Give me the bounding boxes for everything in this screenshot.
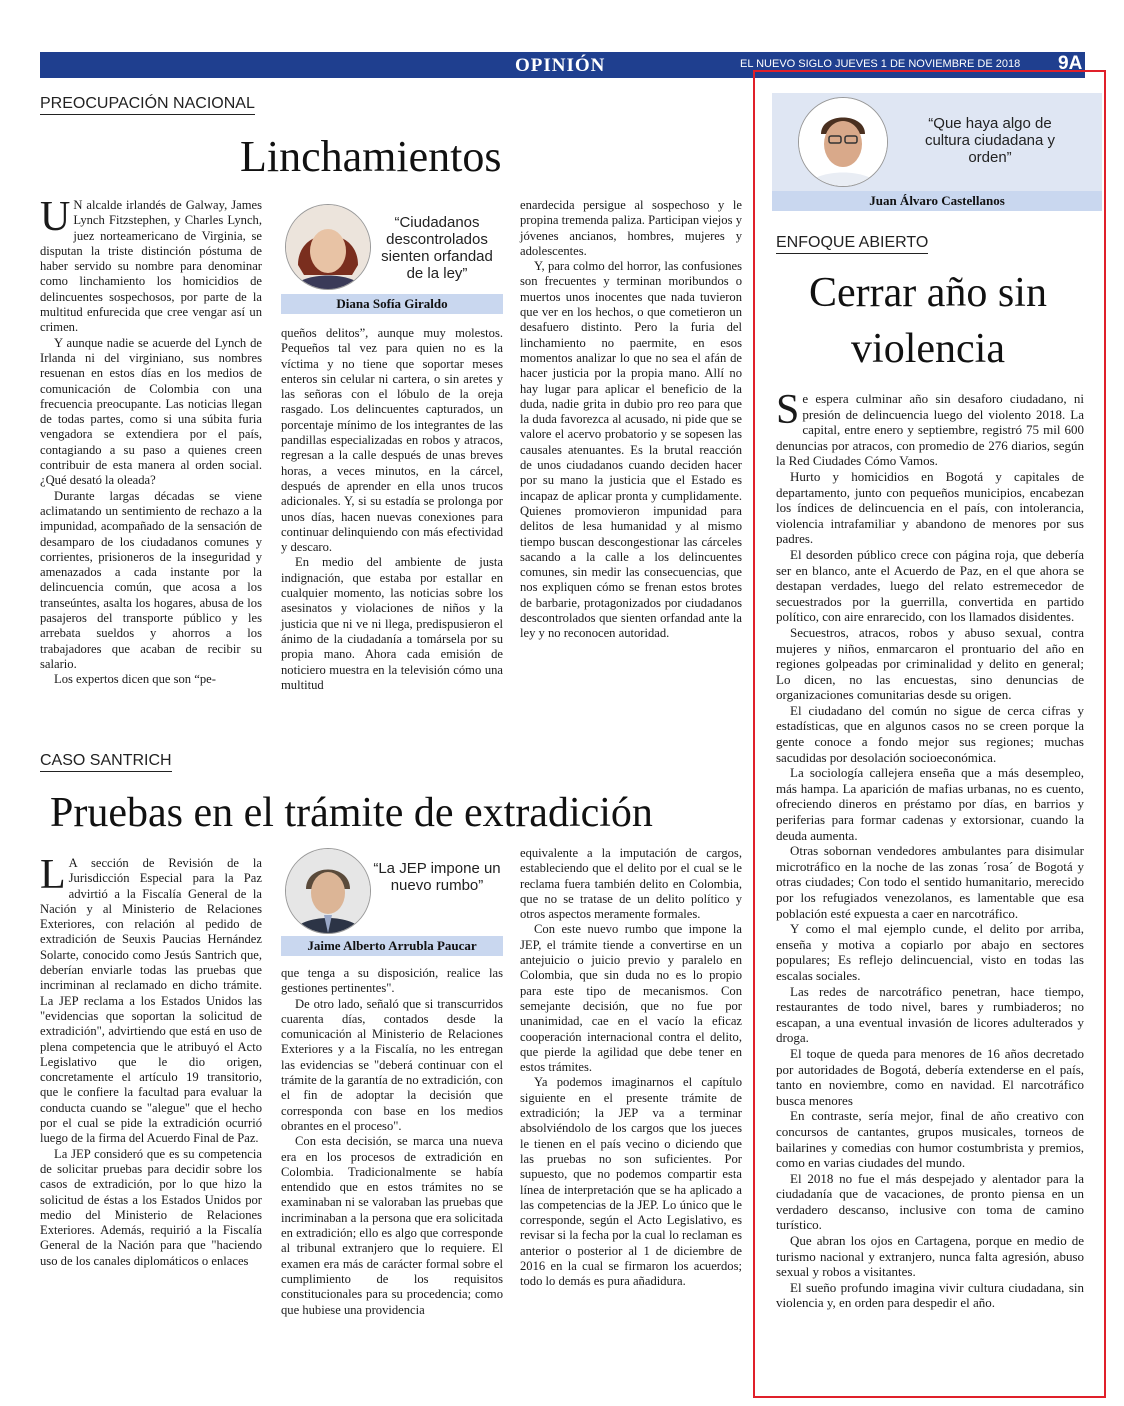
article1-column-2: queños delitos”, aunque muy molestos. Pequeños tal vez para quien no es la víctima y no tiene que soportar meses enteros sin celular ni cartera, o sin aretes y las señoras con el lóbulo de la oreja rasgado. Los delincuentes capturados, un porcentaje mínimo de los integrantes de las pandillas especializadas en robos y atracos, regresan a la calle después de unas breves horas, a veces minutos, en la cárcel, después de aprender en ella unos trucos adicionales. Y, si su estadía se prolonga por unos días, hacen nuevas conexiones para continuar delinquiendo con más efectividad y descaro. En medio del ambiente de justa indignación, que estaba por estallar en cualquier momento, las noticias sobre los asesinatos y violaciones de niños y la justicia que ni ve ni llega, predispusieron el ánimo de la ciudadanía a tomársela por su propia mano. Ahora cada emisión de noticiero muestra en la televisión cómo una multitud [281,326,503,692]
article3-title-line-1: Cerrar año sin [809,270,1047,316]
pull-quote: “Ciudadanos descontrolados sienten orfandad de la ley” [381,214,493,282]
article3-body: Se espera culminar año sin desaforo ciudadano, ni presión de delincuencia luego del violento 2018. La capital, entre enero y septiembre, registró 75 mil 600 denuncias por atracos, con promedio de 276 diarios, según la Red Ciudades Cómo Vamos. Hurto y homicidios en Bogotá y capitales de departamento, junto con pequeños municipios, encabezan los índices de delincuencia en el país, con intolerancia, violencia intrafamiliar y abandono de menores por sus padres. El desorden público crece con página roja, que debería ser en blanco, ante el Acuerdo de Paz, en el que ahora se destapan verdades, luego del relato estremecedor de secuestrados por la guerrilla, convertida en partido político, con aire enrarecido, con los llamados disidentes. Secuestros, atracos, robos y abuso sexual, contra mujeres y niños, enmarcaron el prontuario del año en regiones golpeadas por criminalidad y delito en general; Lo dicen, no las encuestas, sino denuncias de organizaciones comunitarias desde su origen. El ciudadano del común no sigue de cerca cifras y estadísticas, que en algunos casos no se creen porque la gente conoce a fondo mejor sus regiones; muchas sacudidas por desolación socioeconómica. La sociología callejera enseña que a más desempleo, más hampa. La aparición de mafias urbanas, no es cuento, ofreciendo dineros en préstamo por días, en barrios y periferias para formar cadenas y extorsionar, cuando la deuda aumenta. Otras sobornan vendedores ambulantes para disimular microtráfico en la noche de las zonas ´rosa´ de Bogotá y otras ciudades; Con todo el sentido humanitario, merecido por los refugiados venezolanos, es lamentable que esa población esté expuesta a caer en narcotráfico. Y como el mal ejemplo cunde, el delito por arriba, enseña y motiva a copiarlo por abajo en sectores populares; Es reflejo delincuencial, visto en todas las escalas sociales. Las redes de narcotráfico penetran, hace tiempo, restaurantes de todo nivel, bares y rumbiaderos; no escapan, a una eventual invasión de licores adulterados y droga. El toque de queda para menores de 16 años decretado por autoridades de Bogotá, debería extenderse en el país, tanto en noviembre, como en navidad. El narcotráfico busca menores En contraste, sería mejor, final de año creativo con concursos de cantantes, grupos musicales, torneos de bailarines y comedias con humor costumbrista y premios, como en varias ciudades del mundo. El 2018 no fue el más despejado y alentador para la ciudadanía que de vacaciones, de pronto piensa en un verdadero descanso, inclusive con toma de camino turístico. Que abran los ojos en Cartagena, porque en medio de turismo nacional y extranjero, nunca falta agresión, abuso sexual y robos a visitantes. El sueño profundo imagina vivir cultura ciudadana, sin violencia y, en orden para despedir el año. [776,387,1084,1311]
article3-kicker: ENFOQUE ABIERTO [776,234,928,254]
paper-date-line: EL NUEVO SIGLO JUEVES 1 DE NOVIEMBRE DE 2018 [740,58,1021,70]
article1-kicker: PREOCUPACIÓN NACIONAL [40,95,255,115]
article2-author-box [281,846,503,958]
article3-title-line-2: violencia [851,326,1005,372]
article2-column-3: equivalente a la imputación de cargos, estableciendo que el delito por el cual se le reclama fuera también delito en Colombia, que no se tratase de un delito político y otros aspectos meramente formales. Con este nuevo rumbo que impone la JEP, el trámite tiende a convertirse en un antejuicio o juicio previo y paralelo en Colombia, que sin duda no es lo propio para este tipo de mecanismos. Con semejante decisión, que no fue por unanimidad, cae en el vacío la eficaz cooperación internacional contra el delito, que pierde la agilidad que debe tener en estos trámites. Ya podemos imaginarnos el capítulo siguiente en el presente trámite de extradición; la JEP va a terminar absolviéndolo de los cargos que los jueces le tienen en el país vecino o diciendo que las pruebas no son suficientes. Por supuesto, que no podemos compartir esta línea de interpretación que se ha aplicado a las competencias de la JEP. Lo único que le corresponde, según el Acto Legislativo, es revisar si la fecha por la cual lo reclaman es anterior o posterior al 1 de diciembre de 2016 en la cual se firmaron los acuerdos; todo lo demás es pura añadidura. [520,846,742,1289]
article1-column-3: enardecida persigue al sospechoso y le propina tremenda paliza. Participan viejos y jóvenes ancianos, hombres, mujeres y adolescentes. Y, para colmo del horror, las confusiones son frecuentes y terminan moribundos o muertos unos inocentes que nada tuvieron que ver en los hechos, o que cometieron un desafuero distinto. Pero la furia del linchamiento no paermite, en esos momentos analizar lo que no sea el afán de hacer justicia por la propia mano. Allí no hay lugar para aplicar el beneficio de la duda, nadie grita in dubio pro reo para que la duda favorezca al acusado, ni pide que se valore el acervo probatorio y se sopesen las causales atenuantes. Es la brutal reacción de unos ciudadanos cuando deciden hacer por su mano la justicia que el Estado es incapaz de aplicar pronta y cumplidamente. Quienes promovieron impunidad para delitos de lesa humanidad y al mismo tiempo buscan descongestionar las cárceles sacando a la calle a los delincuentes comunes, sin medir las consecuencias, que nos expliquen cómo se frenan estos brotes de barbarie, protagonizados por ciudadanos descontrolados que sienten orfandad ante la ley y no reconocen autoridad. [520,198,742,641]
article3-author-box [772,93,1102,211]
article2-column-2: que tenga a su disposición, realice las gestiones pertinentes". De otro lado, señaló que si transcurridos cuarenta días, contados desde la comunicación al Ministerio de Relaciones Exteriores y a la Fiscalía, no les entregan las evidencias se "deberá continuar con el trámite de la garantía de no extradición, con el fin de adoptar la decisión que corresponda con base en los medios obrantes en el proceso". Con esta decisión, se marca una nueva era en los procesos de extradición en Colombia. Tradicionalmente se había entendido que en estos trámites no se examinaban ni se valoraban las pruebas que incriminaban a la persona que era solicitada en extradición; ello es algo que corresponde al tribunal extranjero que lo requiere. El examen era más de carácter formal sobre el cumplimiento de los requisitos constitucionales para su procedencia; como que hubiese una providencia [281,966,503,1317]
author-name: Diana Sofía Giraldo [281,294,503,314]
page-number: 9A [1058,53,1083,74]
dropcap: U [40,194,71,240]
section-title: OPINIÓN [515,55,606,76]
article2-column-1: L A sección de Revisión de la Jurisdicción Especial para la Paz advirtió a la Fiscalía General de la Nación y al Ministerio de Relaciones Exteriores, con relación al pedido de extradición de Seuxis Paucias Hernández Solarte, conocido como Jesús Santrich que, deberían enviarle todas las pruebas que incriminan al reclamado en dicho trámite. La JEP reclama a los Estados Unidos las "evidencias que soportan la solicitud de extradición", advirtiendo que está en uso de plena competencia que le atribuyó el Acto Legislativo que le dio origen, concretamente el artículo 19 transitorio, que le confiere la facultad para evaluar la conducta cuando se "alegue" que el hecho por el cual se pide la extradición ocurrió luego de la firma del Acuerdo Final de Paz. La JEP consideró que es su competencia de solicitar pruebas para decidir sobre los casos de extradición, por lo que hizo la solicitud de éstas a los Estados Unidos por medio del Ministerio de Relaciones Exteriores. Además, requirió a la Fiscalía General de la Nación para que "haciendo uso de los canales diplomáticos o enlaces [40,852,262,1268]
dropcap: S [776,387,800,433]
article1-column-1: U N alcalde irlandés de Galway, James Lynch Fitzstephen, y Charles Lynch, juez norteamericano de Virginia, se disputan la triste distinción póstuma de haber servido su nombre para denominar como linchamiento los homicidios de delincuentes sospechosos, por parte de la multitud enfurecida que cree vengar así un crimen. Y aunque nadie se acuerde del Lynch de Irlanda ni del virginiano, sus nombres resuenan en estos días en los medios de comunicación de Colombia con una frecuencia preocupante. Las noticias llegan de todas partes, como si una súbita furia vengadora se extendiera por el país, contagiando a su paso a quienes creen contribuir de esta manera al orden social. ¿Qué desató la oleada? Durante largas décadas se viene aclimatando un sentimiento de rechazo a la impunidad, acompañado de la sensación de desamparo de los ciudadanos comunes y corrientes, prisioneros de la inseguridad y amenazados a cada instante por la delincuencia común, que acosa a los transeúntes, asalta los hogares, abusa de los pasajeros del transporte público y les arrebata sueldos y ahorros a los trabajadores que acaban de recibir su salario. Los expertos dicen que son “pe- [40,194,262,687]
dropcap: L [40,852,66,898]
pull-quote: “Que haya algo de cultura ciudadana y orden” [924,115,1056,166]
author-name: Jaime Alberto Arrubla Paucar [281,936,503,956]
author-photo [285,204,371,290]
author-photo [285,848,371,934]
article2-kicker: CASO SANTRICH [40,752,172,772]
author-photo [798,97,888,187]
article1-author-box [281,200,503,318]
pull-quote: “La JEP impone un nuevo rumbo” [373,860,501,894]
article2-title: Pruebas en el trámite de extradición [50,790,653,836]
author-name: Juan Álvaro Castellanos [772,191,1102,211]
article1-title: Linchamientos [240,132,502,181]
